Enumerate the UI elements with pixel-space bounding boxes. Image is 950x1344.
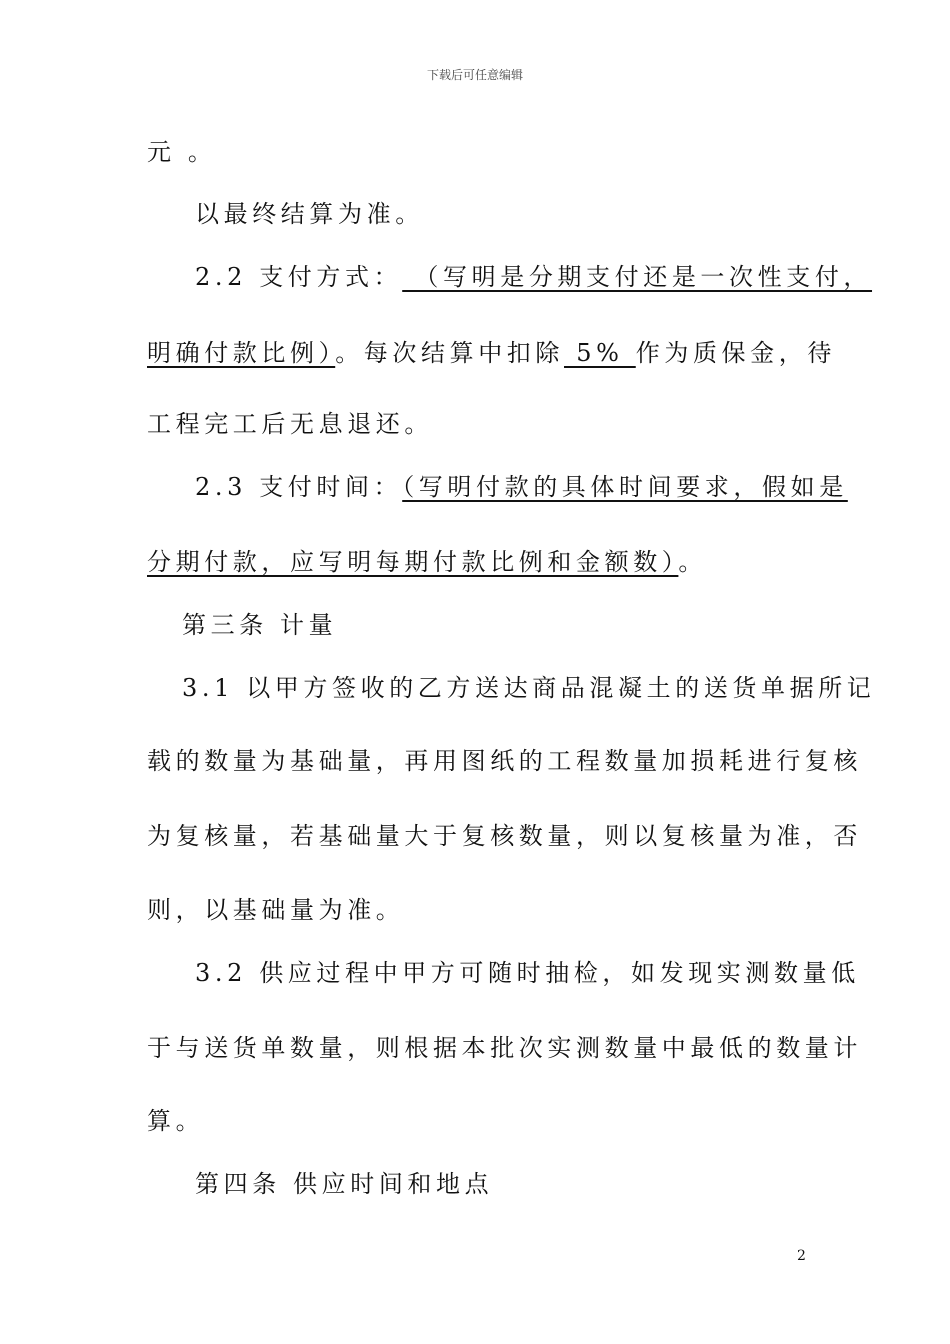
underlined-fill-in: 分期付款，应写明每期付款比例和金额数） — [147, 548, 679, 576]
clause-label: 2.2 支付方式： — [195, 263, 403, 291]
text-line: 3.1 以甲方签收的乙方送达商品混凝土的送货单据所记 — [182, 674, 876, 702]
text-line: 载的数量为基础量，再用图纸的工程数量加损耗进行复核 — [147, 747, 862, 775]
text-line — [195, 262, 872, 292]
text-span: 。每次结算中扣除 — [335, 339, 565, 367]
section-heading: 第三条 计量 — [182, 611, 338, 639]
underlined-fill-in: （写明是分期支付还是一次性支付， — [402, 263, 873, 291]
text-line: 工程完工后无息退还。 — [147, 410, 433, 438]
text-line: 则，以基础量为准。 — [147, 896, 405, 924]
text-line: 3.2 供应过程中甲方可随时抽检，如发现实测数量低 — [195, 959, 860, 987]
text-line: 元 。 — [147, 138, 217, 166]
underlined-fill-in: 明确付款比例） — [147, 339, 336, 367]
text-line: 算。 — [147, 1107, 205, 1135]
text-line — [195, 472, 848, 502]
page-number: 2 — [797, 1248, 806, 1264]
clause-label: 2.3 支付时间： — [195, 473, 403, 501]
section-heading: 第四条 供应时间和地点 — [195, 1170, 494, 1198]
text-span: 。 — [678, 548, 708, 576]
text-line — [147, 547, 707, 577]
text-line — [147, 338, 836, 368]
text-line: 以最终结算为准。 — [195, 200, 424, 228]
underlined-fill-in: （写明付款的具体时间要求，假如是 — [402, 473, 848, 501]
text-line: 为复核量，若基础量大于复核数量，则以复核量为准，否 — [147, 822, 862, 850]
page-header: 下载后可任意编辑 — [426, 68, 523, 82]
text-line: 于与送货单数量，则根据本批次实测数量中最低的数量计 — [147, 1034, 862, 1062]
text-span: 作为质保金，待 — [635, 339, 836, 367]
underlined-percentage: 5% — [564, 339, 636, 367]
